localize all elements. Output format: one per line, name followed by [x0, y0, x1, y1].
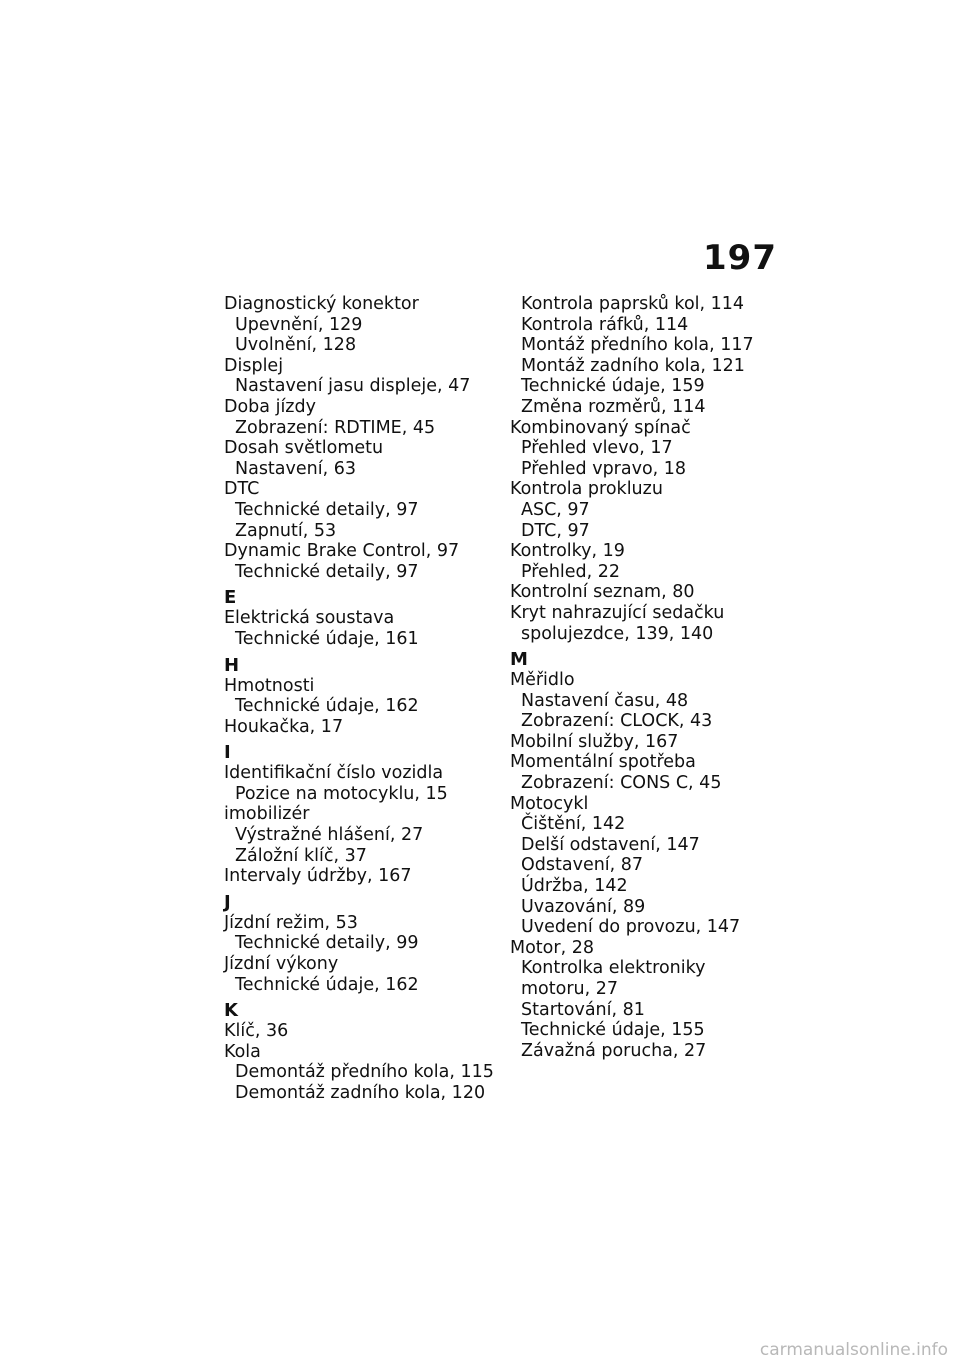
index-subentry: Montáž předního kola, 117 [521, 335, 754, 356]
index-letter-heading: K [224, 1000, 238, 1022]
index-subentry: Upevnění, 129 [235, 314, 363, 335]
index-subentry: Pozice na motocyklu, 15 [235, 783, 448, 804]
index-subentry: Kontrolka elektroniky [521, 958, 706, 979]
index-subentry: Přehled vlevo, 17 [521, 438, 673, 459]
index-subentry: Technické údaje, 159 [521, 376, 705, 397]
index-subentry: Změna rozměrů, 114 [521, 396, 706, 417]
index-entry: Kontrola prokluzu [510, 479, 663, 500]
index-subentry: Zobrazení: CLOCK, 43 [521, 711, 713, 732]
index-subentry: Technické údaje, 161 [235, 628, 419, 649]
index-subentry: Záložní klíč, 37 [235, 845, 367, 866]
index-subentry: Přehled, 22 [521, 561, 621, 582]
index-entry: Mobilní služby, 167 [510, 731, 679, 752]
index-entry: Dosah světlometu [224, 438, 384, 459]
index-subentry: Zapnutí, 53 [235, 520, 337, 541]
index-subentry: Zobrazení: RDTIME, 45 [235, 417, 436, 438]
index-subentry: Nastavení jasu displeje, 47 [235, 376, 471, 397]
index-entry: Jízdní výkony [224, 954, 339, 975]
index-subentry: Výstražné hlášení, 27 [235, 825, 424, 846]
index-subentry: Kontrola ráfků, 114 [521, 314, 689, 335]
index-subentry: Delší odstavení, 147 [521, 834, 700, 855]
index-subentry: Údržba, 142 [521, 876, 628, 897]
index-subentry: ASC, 97 [521, 499, 590, 520]
index-entry: Dynamic Brake Control, 97 [224, 541, 460, 562]
index-subentry: Uvedení do provozu, 147 [521, 917, 741, 938]
index-subentry: Nastavení, 63 [235, 458, 356, 479]
index-entry: DTC [224, 479, 260, 500]
index-subentry: Technické detaily, 99 [235, 933, 419, 954]
page-number: 197 [703, 238, 777, 278]
index-letter-heading: M [510, 649, 528, 671]
index-letter-heading: I [224, 742, 231, 764]
index-subentry: Čištění, 142 [521, 814, 626, 835]
index-subentry: Uvazování, 89 [521, 896, 646, 917]
index-entry: Klíč, 36 [224, 1021, 289, 1042]
index-subentry: Demontáž předního kola, 115 [235, 1062, 494, 1083]
index-entry: Intervaly údržby, 167 [224, 866, 412, 887]
index-letter-heading: J [224, 891, 231, 913]
index-entry: Elektrická soustava [224, 608, 395, 629]
index-entry: Displej [224, 355, 284, 376]
index-column-right [510, 294, 790, 1061]
watermark-text: carmanualsonline.info [759, 1340, 948, 1360]
index-entry: Kontrolní seznam, 80 [510, 582, 695, 603]
index-entry: Kryt nahrazující sedačku [510, 602, 725, 623]
index-subentry: Montáž zadního kola, 121 [521, 355, 745, 376]
index-subentry: Technické detaily, 97 [235, 499, 419, 520]
index-entry: Kontrolky, 19 [510, 541, 625, 562]
index-entry: imobilizér [224, 804, 310, 825]
index-entry: Momentální spotřeba [510, 752, 696, 773]
index-subentry: Technické detaily, 97 [235, 561, 419, 582]
index-entry: Hmotnosti [224, 675, 315, 696]
index-subentry: DTC, 97 [521, 520, 590, 541]
index-entry: Identifikační číslo vozidla [224, 763, 444, 784]
index-subentry: motoru, 27 [521, 979, 619, 999]
index-subentry: Kontrola paprsků kol, 114 [521, 294, 745, 314]
index-letter-heading: H [224, 654, 240, 676]
index-subentry: Zobrazení: CONS C, 45 [521, 773, 722, 794]
index-subentry: Odstavení, 87 [521, 855, 644, 876]
index-entry: Motocykl [510, 793, 589, 814]
index-letter-heading: E [224, 587, 237, 609]
index-subentry: spolujezdce, 139, 140 [521, 623, 714, 644]
index-subentry: Nastavení času, 48 [521, 690, 689, 711]
index-subentry: Technické údaje, 155 [521, 1020, 705, 1041]
index-subentry: Přehled vpravo, 18 [521, 458, 687, 479]
index-entry: Doba jízdy [224, 396, 316, 417]
index-entry: Kola [224, 1041, 261, 1062]
index-subentry: Demontáž zadního kola, 120 [235, 1083, 486, 1103]
index-subentry: Startování, 81 [521, 999, 645, 1020]
index-subentry: Závažná porucha, 27 [521, 1040, 707, 1061]
index-entry: Měřidlo [510, 670, 575, 691]
index-column-left [224, 294, 504, 1104]
index-entry: Kombinovaný spínač [510, 417, 691, 438]
index-entry: Houkačka, 17 [224, 716, 344, 737]
index-subentry: Technické údaje, 162 [235, 696, 419, 717]
index-subentry: Technické údaje, 162 [235, 974, 419, 995]
index-subentry: Uvolnění, 128 [235, 335, 357, 356]
index-entry: Motor, 28 [510, 937, 594, 958]
index-entry: Jízdní režim, 53 [224, 912, 358, 933]
index-entry: Diagnostický konektor [224, 294, 419, 314]
